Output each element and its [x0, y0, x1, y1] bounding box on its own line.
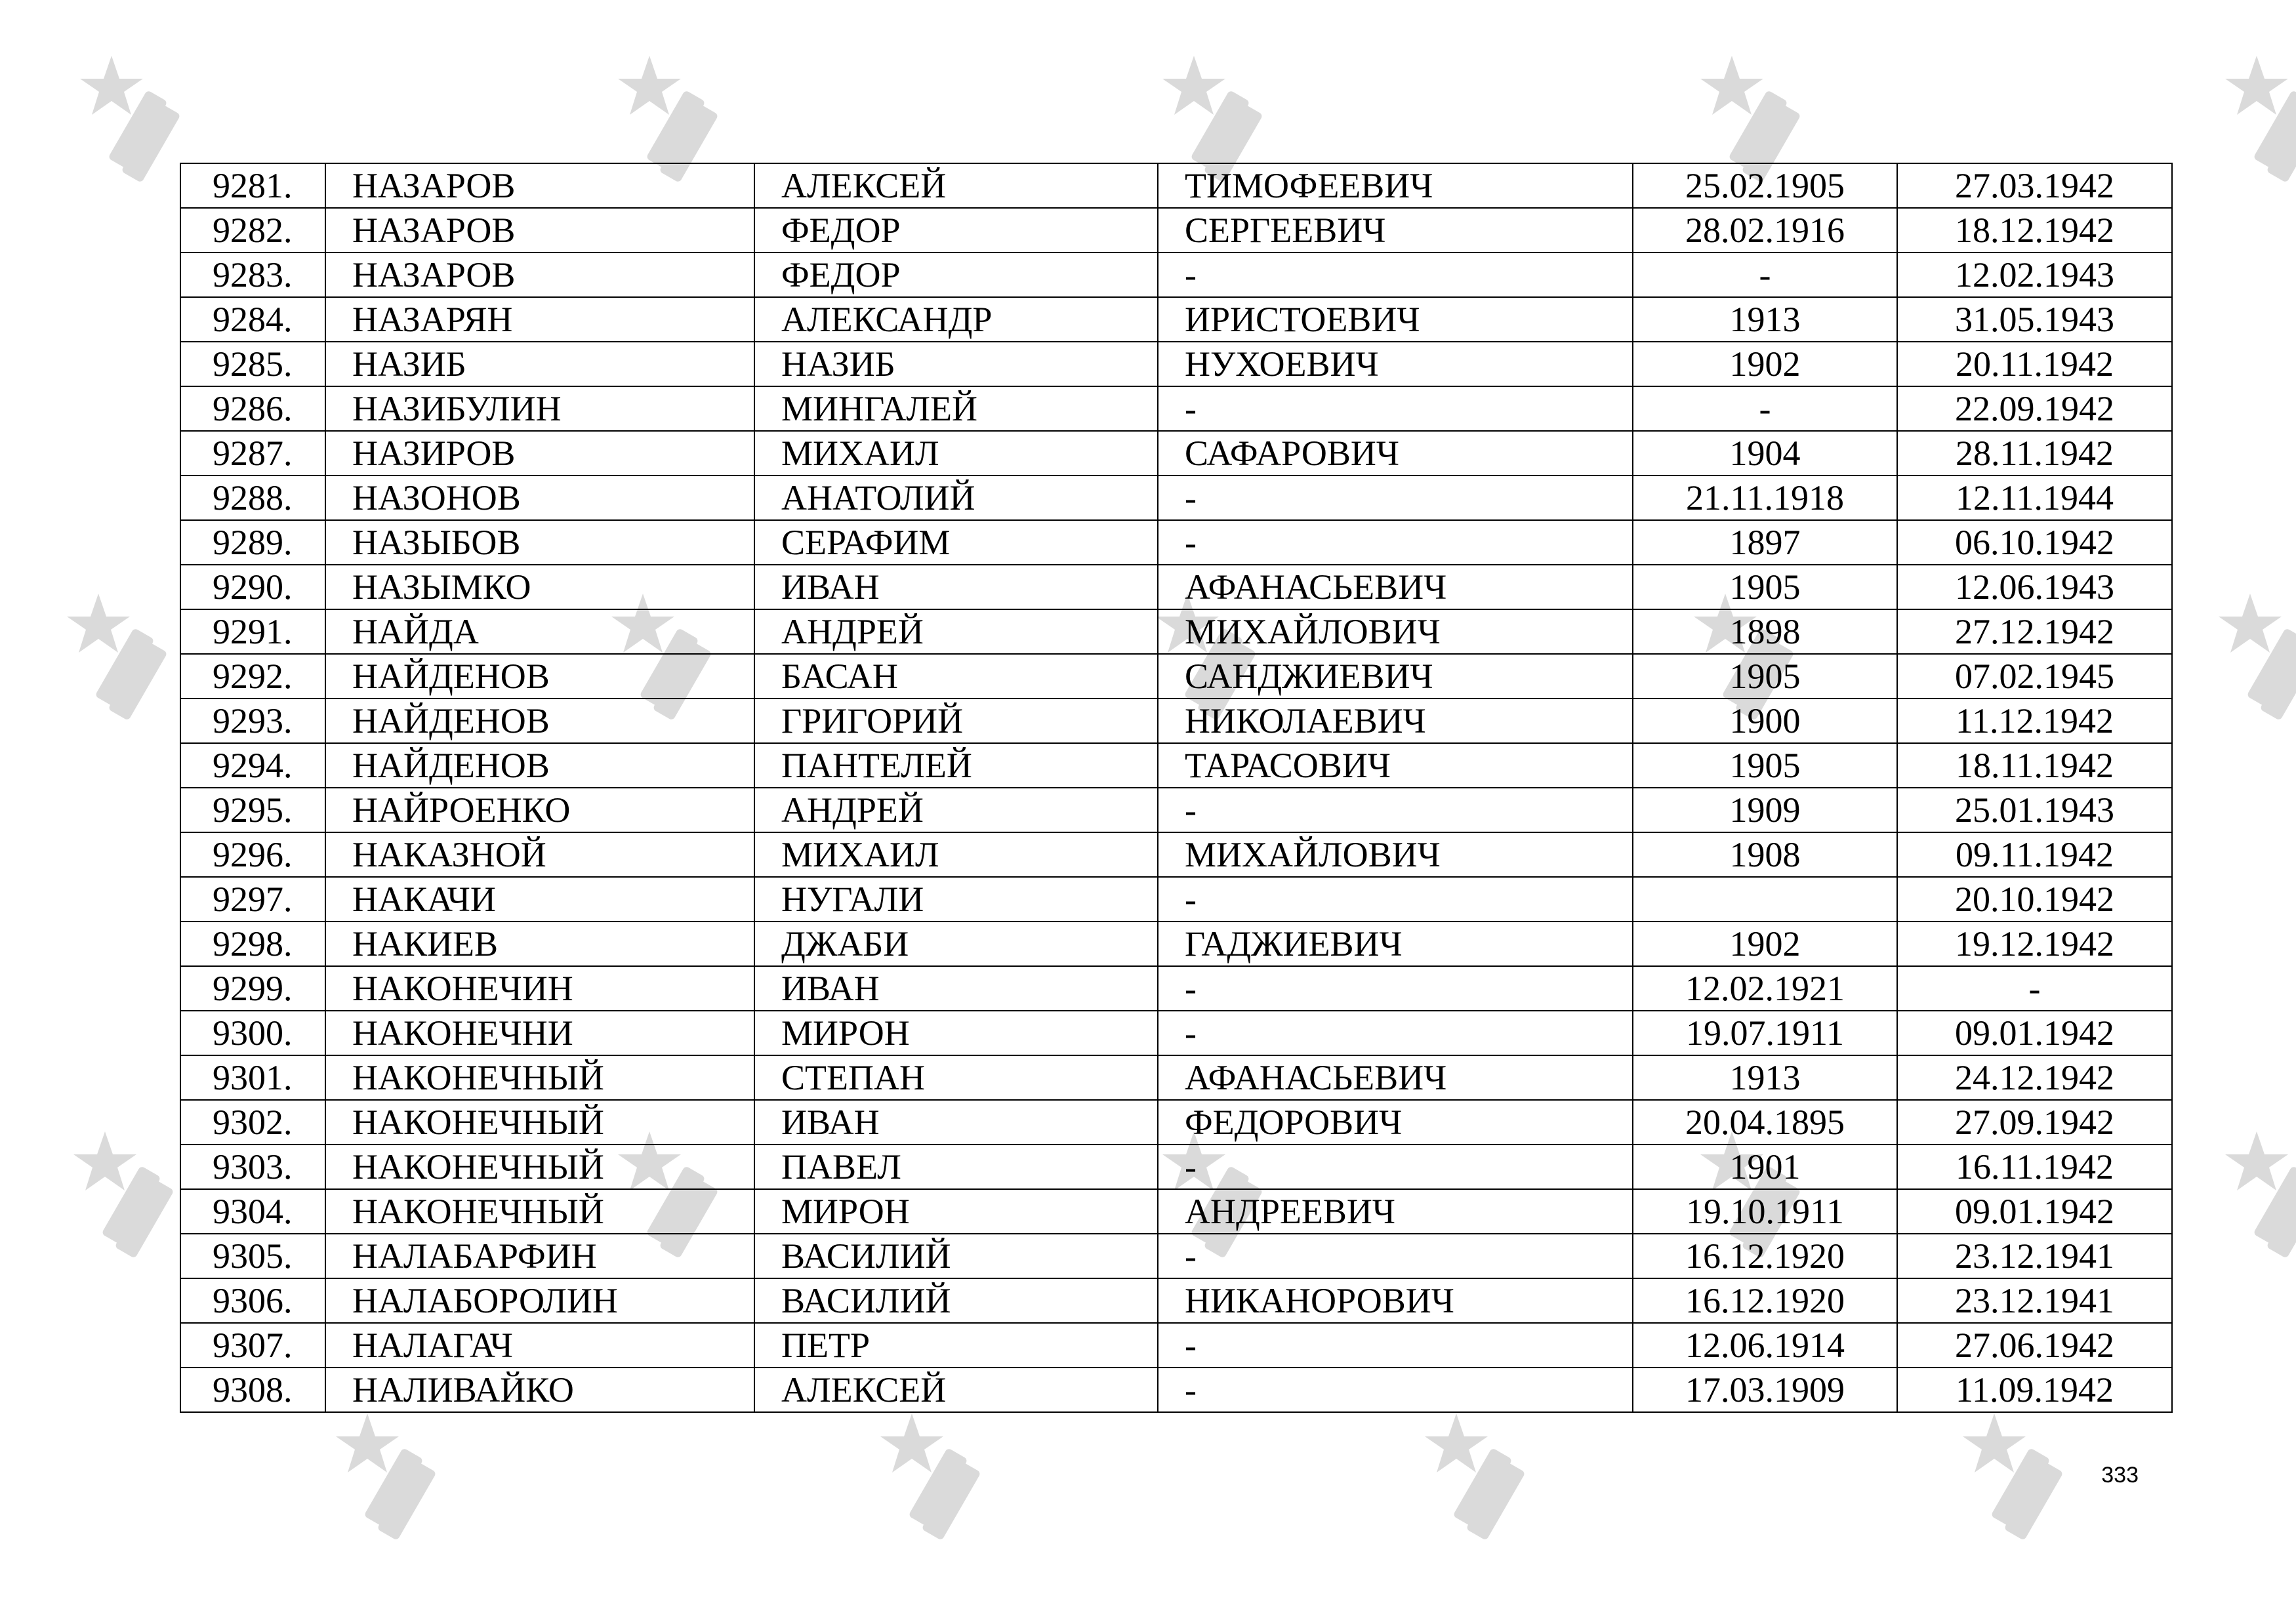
surname-cell: НАЙРОЕНКО	[325, 788, 754, 832]
death-date-cell: 18.12.1942	[1897, 208, 2172, 253]
birth-date-cell: 12.06.1914	[1633, 1323, 1897, 1368]
first-name-cell: АНАТОЛИЙ	[754, 476, 1158, 520]
patronymic-cell: -	[1158, 966, 1633, 1011]
table-row	[180, 342, 2172, 386]
table-row	[180, 1189, 2172, 1234]
first-name-cell: ФЕДОР	[754, 208, 1158, 253]
table-row	[180, 1145, 2172, 1189]
table-row	[180, 297, 2172, 342]
row-number-cell: 9286.	[180, 386, 325, 431]
first-name-cell: ВАСИЛИЙ	[754, 1278, 1158, 1323]
row-number-cell: 9306.	[180, 1278, 325, 1323]
birth-date-cell: 19.07.1911	[1633, 1011, 1897, 1055]
patronymic-cell: ИРИСТОЕВИЧ	[1158, 297, 1633, 342]
surname-cell: НАЛИВАЙКО	[325, 1368, 754, 1412]
death-date-cell: 06.10.1942	[1897, 520, 2172, 565]
birth-date-cell: 1908	[1633, 832, 1897, 877]
watermark-stamp	[72, 52, 190, 203]
first-name-cell: ГРИГОРИЙ	[754, 699, 1158, 743]
death-date-cell: 28.11.1942	[1897, 431, 2172, 476]
surname-cell: НАЗОНОВ	[325, 476, 754, 520]
records-table	[180, 163, 2173, 1413]
death-date-cell: 25.01.1943	[1897, 788, 2172, 832]
surname-cell: НАЙДА	[325, 609, 754, 654]
row-number-cell: 9288.	[180, 476, 325, 520]
first-name-cell: МИНГАЛЕЙ	[754, 386, 1158, 431]
surname-cell: НАЗИБУЛИН	[325, 386, 754, 431]
first-name-cell: НАЗИБ	[754, 342, 1158, 386]
death-date-cell: 31.05.1943	[1897, 297, 2172, 342]
first-name-cell: ВАСИЛИЙ	[754, 1234, 1158, 1278]
table-row	[180, 565, 2172, 609]
first-name-cell: ИВАН	[754, 565, 1158, 609]
patronymic-cell: НИКАНОРОВИЧ	[1158, 1278, 1633, 1323]
birth-date-cell: 21.11.1918	[1633, 476, 1897, 520]
birth-date-cell: -	[1633, 386, 1897, 431]
watermark-stamp	[59, 590, 177, 741]
first-name-cell: НУГАЛИ	[754, 877, 1158, 922]
table-row	[180, 1234, 2172, 1278]
row-number-cell: 9283.	[180, 253, 325, 297]
patronymic-cell: САНДЖИЕВИЧ	[1158, 654, 1633, 699]
birth-date-cell: 19.10.1911	[1633, 1189, 1897, 1234]
watermark-stamp	[2217, 1128, 2296, 1279]
birth-date-cell: 1905	[1633, 743, 1897, 788]
table-row	[180, 431, 2172, 476]
birth-date-cell: 16.12.1920	[1633, 1278, 1897, 1323]
first-name-cell: ПАВЕЛ	[754, 1145, 1158, 1189]
surname-cell: НАКОНЕЧНЫЙ	[325, 1145, 754, 1189]
birth-date-cell: 1909	[1633, 788, 1897, 832]
first-name-cell: ИВАН	[754, 966, 1158, 1011]
first-name-cell: СЕРАФИМ	[754, 520, 1158, 565]
surname-cell: НАКАЧИ	[325, 877, 754, 922]
first-name-cell: СТЕПАН	[754, 1055, 1158, 1100]
death-date-cell: 07.02.1945	[1897, 654, 2172, 699]
table-row	[180, 1323, 2172, 1368]
first-name-cell: АНДРЕЙ	[754, 788, 1158, 832]
row-number-cell: 9305.	[180, 1234, 325, 1278]
patronymic-cell: -	[1158, 1011, 1633, 1055]
birth-date-cell: 1900	[1633, 699, 1897, 743]
row-number-cell: 9289.	[180, 520, 325, 565]
table-row	[180, 654, 2172, 699]
death-date-cell: 11.09.1942	[1897, 1368, 2172, 1412]
row-number-cell: 9284.	[180, 297, 325, 342]
first-name-cell: АЛЕКСЕЙ	[754, 163, 1158, 208]
surname-cell: НАЗАРОВ	[325, 253, 754, 297]
patronymic-cell: АФАНАСЬЕВИЧ	[1158, 565, 1633, 609]
death-date-cell: 09.01.1942	[1897, 1011, 2172, 1055]
death-date-cell: 12.06.1943	[1897, 565, 2172, 609]
patronymic-cell: АФАНАСЬЕВИЧ	[1158, 1055, 1633, 1100]
row-number-cell: 9304.	[180, 1189, 325, 1234]
surname-cell: НАЗИРОВ	[325, 431, 754, 476]
first-name-cell: МИХАИЛ	[754, 431, 1158, 476]
surname-cell: НАКОНЕЧНИ	[325, 1011, 754, 1055]
watermark-stamp	[2211, 590, 2296, 741]
row-number-cell: 9290.	[180, 565, 325, 609]
birth-date-cell	[1633, 877, 1897, 922]
birth-date-cell: 1901	[1633, 1145, 1897, 1189]
patronymic-cell: АНДРЕЕВИЧ	[1158, 1189, 1633, 1234]
surname-cell: НАКОНЕЧИН	[325, 966, 754, 1011]
death-date-cell: 18.11.1942	[1897, 743, 2172, 788]
first-name-cell: МИХАИЛ	[754, 832, 1158, 877]
death-date-cell: 27.03.1942	[1897, 163, 2172, 208]
death-date-cell: 20.10.1942	[1897, 877, 2172, 922]
first-name-cell: ИВАН	[754, 1100, 1158, 1145]
patronymic-cell: МИХАЙЛОВИЧ	[1158, 832, 1633, 877]
birth-date-cell: -	[1633, 253, 1897, 297]
surname-cell: НАЗИБ	[325, 342, 754, 386]
first-name-cell: ФЕДОР	[754, 253, 1158, 297]
death-date-cell: 16.11.1942	[1897, 1145, 2172, 1189]
patronymic-cell: МИХАЙЛОВИЧ	[1158, 609, 1633, 654]
watermark-stamp	[2217, 52, 2296, 203]
patronymic-cell: -	[1158, 520, 1633, 565]
first-name-cell: МИРОН	[754, 1189, 1158, 1234]
surname-cell: НАЛАБОРОЛИН	[325, 1278, 754, 1323]
first-name-cell: БАСАН	[754, 654, 1158, 699]
patronymic-cell: -	[1158, 788, 1633, 832]
first-name-cell: АЛЕКСАНДР	[754, 297, 1158, 342]
surname-cell: НАЛАБАРФИН	[325, 1234, 754, 1278]
patronymic-cell: НИКОЛАЕВИЧ	[1158, 699, 1633, 743]
birth-date-cell: 12.02.1921	[1633, 966, 1897, 1011]
table-row	[180, 832, 2172, 877]
birth-date-cell: 1904	[1633, 431, 1897, 476]
patronymic-cell: -	[1158, 877, 1633, 922]
table-row	[180, 743, 2172, 788]
surname-cell: НАЙДЕНОВ	[325, 743, 754, 788]
records-body	[180, 163, 2172, 1412]
watermark-stamp	[328, 1410, 446, 1561]
death-date-cell: 27.09.1942	[1897, 1100, 2172, 1145]
patronymic-cell: -	[1158, 1145, 1633, 1189]
row-number-cell: 9307.	[180, 1323, 325, 1368]
row-number-cell: 9298.	[180, 922, 325, 966]
death-date-cell: 12.02.1943	[1897, 253, 2172, 297]
patronymic-cell: -	[1158, 476, 1633, 520]
patronymic-cell: ТИМОФЕЕВИЧ	[1158, 163, 1633, 208]
surname-cell: НАКОНЕЧНЫЙ	[325, 1189, 754, 1234]
birth-date-cell: 1913	[1633, 1055, 1897, 1100]
table-row	[180, 208, 2172, 253]
birth-date-cell: 17.03.1909	[1633, 1368, 1897, 1412]
table-row	[180, 1011, 2172, 1055]
table-row	[180, 253, 2172, 297]
row-number-cell: 9287.	[180, 431, 325, 476]
row-number-cell: 9296.	[180, 832, 325, 877]
death-date-cell: 20.11.1942	[1897, 342, 2172, 386]
first-name-cell: МИРОН	[754, 1011, 1158, 1055]
surname-cell: НАКИЕВ	[325, 922, 754, 966]
row-number-cell: 9303.	[180, 1145, 325, 1189]
surname-cell: НАКОНЕЧНЫЙ	[325, 1055, 754, 1100]
row-number-cell: 9299.	[180, 966, 325, 1011]
first-name-cell: АНДРЕЙ	[754, 609, 1158, 654]
death-date-cell: -	[1897, 966, 2172, 1011]
patronymic-cell: САФАРОВИЧ	[1158, 431, 1633, 476]
first-name-cell: АЛЕКСЕЙ	[754, 1368, 1158, 1412]
death-date-cell: 24.12.1942	[1897, 1055, 2172, 1100]
death-date-cell: 19.12.1942	[1897, 922, 2172, 966]
surname-cell: НАЗЫМКО	[325, 565, 754, 609]
watermark-stamp	[872, 1410, 991, 1561]
row-number-cell: 9282.	[180, 208, 325, 253]
row-number-cell: 9302.	[180, 1100, 325, 1145]
watermark-stamp	[1417, 1410, 1535, 1561]
birth-date-cell: 20.04.1895	[1633, 1100, 1897, 1145]
table-row	[180, 1278, 2172, 1323]
birth-date-cell: 1902	[1633, 922, 1897, 966]
row-number-cell: 9301.	[180, 1055, 325, 1100]
row-number-cell: 9293.	[180, 699, 325, 743]
birth-date-cell: 1905	[1633, 565, 1897, 609]
death-date-cell: 27.12.1942	[1897, 609, 2172, 654]
table-row	[180, 1055, 2172, 1100]
patronymic-cell: -	[1158, 253, 1633, 297]
patronymic-cell: НУХОЕВИЧ	[1158, 342, 1633, 386]
first-name-cell: ДЖАБИ	[754, 922, 1158, 966]
patronymic-cell: -	[1158, 1234, 1633, 1278]
row-number-cell: 9292.	[180, 654, 325, 699]
birth-date-cell: 16.12.1920	[1633, 1234, 1897, 1278]
birth-date-cell: 25.02.1905	[1633, 163, 1897, 208]
patronymic-cell: ФЕДОРОВИЧ	[1158, 1100, 1633, 1145]
row-number-cell: 9281.	[180, 163, 325, 208]
surname-cell: НАЙДЕНОВ	[325, 699, 754, 743]
table-row	[180, 699, 2172, 743]
surname-cell: НАКОНЕЧНЫЙ	[325, 1100, 754, 1145]
death-date-cell: 22.09.1942	[1897, 386, 2172, 431]
row-number-cell: 9285.	[180, 342, 325, 386]
patronymic-cell: СЕРГЕЕВИЧ	[1158, 208, 1633, 253]
patronymic-cell: -	[1158, 386, 1633, 431]
patronymic-cell: -	[1158, 1368, 1633, 1412]
death-date-cell: 23.12.1941	[1897, 1234, 2172, 1278]
surname-cell: НАКАЗНОЙ	[325, 832, 754, 877]
row-number-cell: 9300.	[180, 1011, 325, 1055]
table-row	[180, 1368, 2172, 1412]
table-row	[180, 386, 2172, 431]
birth-date-cell: 1905	[1633, 654, 1897, 699]
surname-cell: НАЙДЕНОВ	[325, 654, 754, 699]
birth-date-cell: 1897	[1633, 520, 1897, 565]
row-number-cell: 9295.	[180, 788, 325, 832]
row-number-cell: 9294.	[180, 743, 325, 788]
death-date-cell: 09.01.1942	[1897, 1189, 2172, 1234]
birth-date-cell: 1902	[1633, 342, 1897, 386]
death-date-cell: 09.11.1942	[1897, 832, 2172, 877]
watermark-stamp	[66, 1128, 184, 1279]
table-row	[180, 788, 2172, 832]
surname-cell: НАЗАРЯН	[325, 297, 754, 342]
patronymic-cell: ГАДЖИЕВИЧ	[1158, 922, 1633, 966]
birth-date-cell: 28.02.1916	[1633, 208, 1897, 253]
death-date-cell: 23.12.1941	[1897, 1278, 2172, 1323]
table-row	[180, 877, 2172, 922]
first-name-cell: ПАНТЕЛЕЙ	[754, 743, 1158, 788]
surname-cell: НАЗАРОВ	[325, 208, 754, 253]
death-date-cell: 27.06.1942	[1897, 1323, 2172, 1368]
surname-cell: НАЗЫБОВ	[325, 520, 754, 565]
death-date-cell: 11.12.1942	[1897, 699, 2172, 743]
table-row	[180, 520, 2172, 565]
table-row	[180, 1100, 2172, 1145]
table-row	[180, 609, 2172, 654]
birth-date-cell: 1913	[1633, 297, 1897, 342]
row-number-cell: 9297.	[180, 877, 325, 922]
watermark-stamp	[1955, 1410, 2073, 1561]
table-row	[180, 966, 2172, 1011]
death-date-cell: 12.11.1944	[1897, 476, 2172, 520]
surname-cell: НАЗАРОВ	[325, 163, 754, 208]
row-number-cell: 9291.	[180, 609, 325, 654]
first-name-cell: ПЕТР	[754, 1323, 1158, 1368]
patronymic-cell: ТАРАСОВИЧ	[1158, 743, 1633, 788]
table-row	[180, 476, 2172, 520]
page-number: 333	[2101, 1463, 2139, 1488]
surname-cell: НАЛАГАЧ	[325, 1323, 754, 1368]
table-row	[180, 922, 2172, 966]
birth-date-cell: 1898	[1633, 609, 1897, 654]
patronymic-cell: -	[1158, 1323, 1633, 1368]
row-number-cell: 9308.	[180, 1368, 325, 1412]
table-row	[180, 163, 2172, 208]
